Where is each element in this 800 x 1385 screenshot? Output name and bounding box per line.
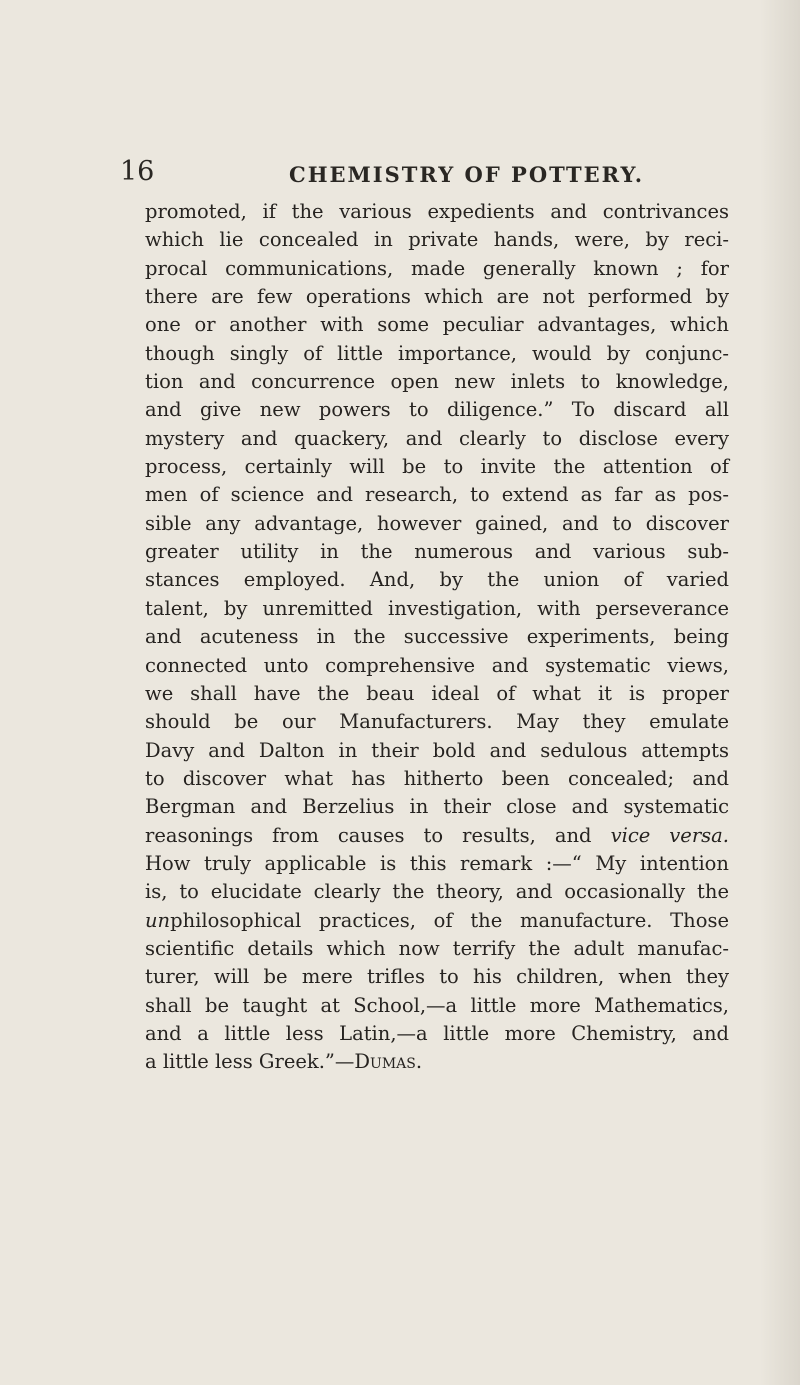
text-line: promoted, if the various expedients and contrivances (145, 200, 729, 223)
text-line: is, to elucidate clearly the theory, and occasionally the (145, 880, 729, 904)
text-line (145, 822, 729, 850)
page-number: 16 (120, 156, 155, 187)
text-line: one or another with some peculiar advantages, which (145, 313, 729, 337)
text-segment: reasonings from causes to results, and (145, 823, 611, 847)
running-head (0, 152, 800, 192)
text-line: and give new powers to diligence.” To discard all (145, 398, 729, 422)
italic-prefix: un (145, 908, 171, 932)
text-line: should be our Manufacturers. May they emulate (145, 710, 729, 734)
text-line: and a little less Latin,—a little more Chemistry, and (145, 1021, 729, 1045)
body-paragraph (145, 198, 729, 1077)
text-segment: philosophical practices, of the manufacture. Those (170, 908, 729, 932)
italic-phrase: vice versa. (610, 823, 730, 847)
text-line: men of science and research, to extend as far as pos- (145, 483, 729, 507)
text-line: Davy and Dalton in their bold and sedulous attempts (145, 738, 729, 762)
text-line: Bergman and Berzelius in their close and systematic (145, 795, 729, 819)
text-line: there are few operations which are not performed by (145, 285, 729, 309)
text-segment: a little less Greek.”— (145, 1050, 355, 1074)
text-line: tion and concurrence open new inlets to knowledge, (145, 370, 729, 394)
text-line: which lie concealed in private hands, were, by reci- (145, 228, 729, 252)
attribution: Dumas. (354, 1050, 423, 1074)
text-line: process, certainly will be to invite the attention of (145, 455, 729, 479)
text-line: stances employed. And, by the union of varied (145, 568, 729, 592)
text-line: How truly applicable is this remark :—“ My intention (145, 851, 729, 875)
text-line: mystery and quackery, and clearly to disclose every (145, 426, 729, 450)
text-line: though singly of little importance, would by conjunc- (145, 341, 729, 365)
text-line: talent, by unremitted investigation, with perseverance (145, 596, 729, 620)
text-line (145, 907, 729, 935)
text-line: we shall have the beau ideal of what it is proper (145, 681, 729, 705)
text-line: greater utility in the numerous and various sub- (145, 540, 729, 564)
running-title: CHEMISTRY OF POTTERY. (289, 162, 645, 187)
text-line: shall be taught at School,—a little more Mathematics, (145, 993, 729, 1017)
page-edge-shadow (760, 0, 800, 1385)
text-line: turer, will be mere trifles to his children, when they (145, 965, 729, 989)
text-line: and acuteness in the successive experiments, being (145, 625, 729, 649)
text-line: scientific details which now terrify the adult manufac- (145, 936, 729, 960)
text-line: connected unto comprehensive and systematic views, (145, 653, 729, 677)
text-line-last (145, 1048, 729, 1076)
text-line: sible any advantage, however gained, and to discover (145, 511, 729, 535)
text-line: procal communications, made generally known ; for (145, 256, 729, 280)
text-line: to discover what has hitherto been concealed; and (145, 766, 729, 790)
